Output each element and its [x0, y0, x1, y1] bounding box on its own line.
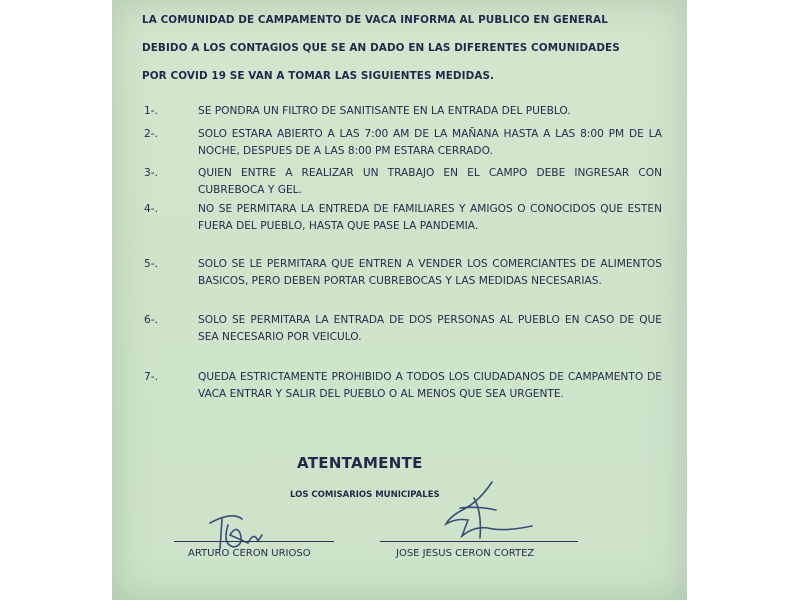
measure-item-2: [144, 126, 662, 160]
measure-number: 3-.: [144, 167, 158, 179]
measure-text: NO SE PERMITARA LA ENTREDA DE FAMILIARES Y AMIGOS O CONOCIDOS QUE ESTEN FUERA DEL PUEBLO, HASTA QUE PASE LA PANDEMIA.: [198, 203, 662, 232]
measure-text: SE PONDRA UN FILTRO DE SANITISANTE EN LA ENTRADA DEL PUEBLO.: [198, 105, 571, 117]
measure-text: QUEDA ESTRICTAMENTE PROHIBIDO A TODOS LOS CIUDADANOS DE CAMPAMENTO DE VACA ENTRAR Y SALIR DEL PUEBLO O AL MENOS QUE SEA URGENTE.: [198, 371, 662, 400]
measure-number: 5-.: [144, 258, 158, 270]
measure-number: 2-.: [144, 128, 158, 140]
notice-document: [112, 0, 687, 600]
measure-text: SOLO ESTARA ABIERTO A LAS 7:00 AM DE LA MAÑANA HASTA A LAS 8:00 PM DE LA NOCHE, DESPUES DE A LAS 8:00 PM ESTARA CERRADO.: [198, 128, 662, 157]
comisarios-label: LOS COMISARIOS MUNICIPALES: [290, 490, 440, 500]
header-line-3: POR COVID 19 SE VAN A TOMAR LAS SIGUIENTES MEDIDAS.: [142, 70, 495, 82]
notice-header: [142, 6, 627, 90]
measure-number: 7-.: [144, 371, 158, 383]
measure-number: 4-.: [144, 203, 158, 215]
signatory-1-name: ARTURO CERON URIOSO: [188, 548, 311, 559]
signature-line-1: [174, 541, 334, 542]
signature-2-scribble: [422, 478, 542, 548]
signature-line-2: [380, 541, 578, 542]
measure-item-5: [144, 256, 662, 290]
measure-item-1: [144, 103, 662, 120]
measure-item-4: [144, 201, 662, 235]
header-line-2: DEBIDO A LOS CONTAGIOS QUE SE AN DADO EN LAS DIFERENTES COMUNIDADES: [142, 42, 620, 54]
measure-number: 1-.: [144, 105, 158, 117]
closing-salutation: ATENTAMENTE: [297, 454, 423, 472]
measure-item-3: [144, 165, 662, 199]
measure-text: SOLO SE PERMITARA LA ENTRADA DE DOS PERSONAS AL PUEBLO EN CASO DE QUE SEA NECESARIO POR VEICULO.: [198, 314, 662, 343]
measure-number: 6-.: [144, 314, 158, 326]
header-line-1: LA COMUNIDAD DE CAMPAMENTO DE VACA INFORMA AL PUBLICO EN GENERAL: [142, 14, 608, 26]
measure-item-6: [144, 312, 662, 346]
measure-text: QUIEN ENTRE A REALIZAR UN TRABAJO EN EL CAMPO DEBE INGRESAR CON CUBREBOCA Y GEL.: [198, 167, 662, 196]
measure-text: SOLO SE LE PERMITARA QUE ENTREN A VENDER LOS COMERCIANTES DE ALIMENTOS BASICOS, PERO DEBEN PORTAR CUBREBOCAS Y LAS MEDIDAS NECESARIAS.: [198, 258, 662, 287]
signatory-2-name: JOSE JESUS CERON CORTEZ: [396, 548, 535, 559]
measure-item-7: [144, 369, 662, 403]
